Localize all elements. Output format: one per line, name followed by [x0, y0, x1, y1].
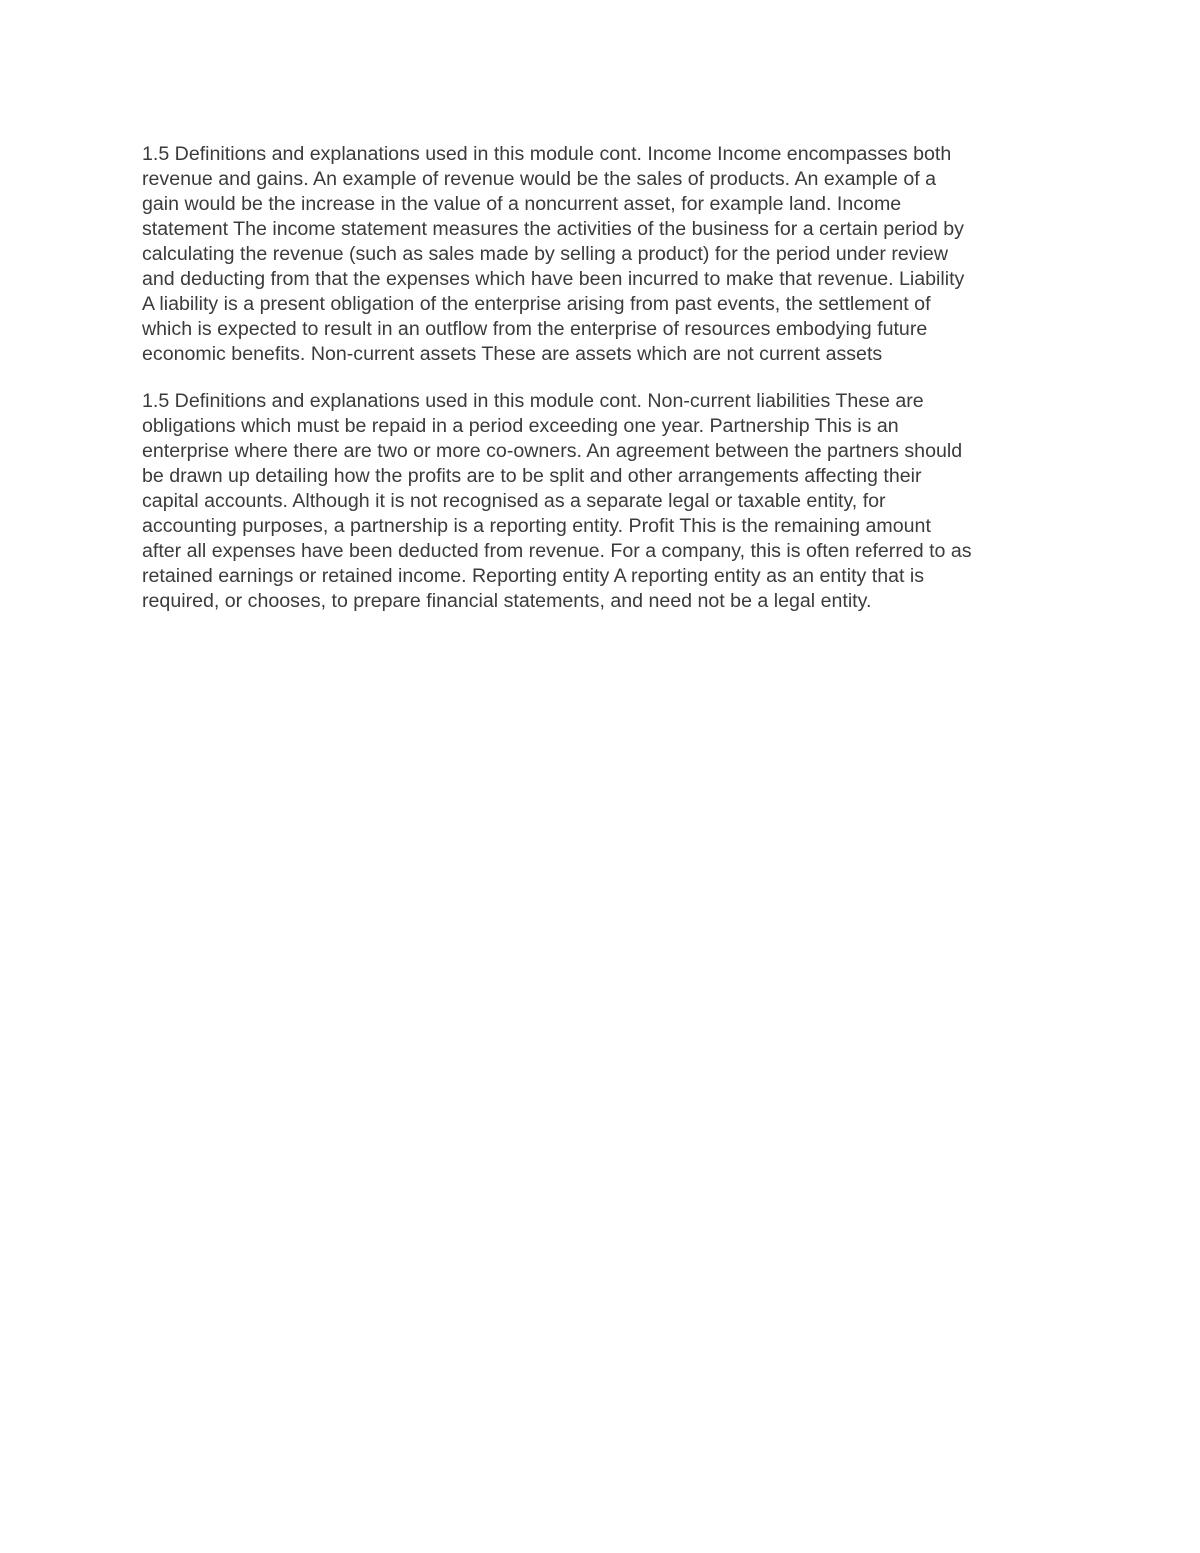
paragraph-definitions-part-2: 1.5 Definitions and explanations used in this module cont. Non-current liabilities These are obligations which must be repaid in a period exceeding one year. Partnership This is an enterprise where there are two or more co-owners. An agreement between the partners should be drawn up detailing how the profits are to be split and other arrangements affecting their capital accounts. Although it is not recognised as a separate legal or taxable entity, for accounting purposes, a partnership is a reporting entity. Profit This is the remaining amount after all expenses have been deducted from revenue. For a company, this is often referred to as retained earnings or retained income. Reporting entity A reporting entity as an entity that is required, or chooses, to prepare financial statements, and need not be a legal entity.	[142, 390, 972, 612]
document-body	[142, 142, 1067, 636]
paragraph-definitions-part-1: 1.5 Definitions and explanations used in this module cont. Income Income encompasses both revenue and gains. An example of revenue would be the sales of products. An example of a gain would be the increase in the value of a noncurrent asset, for example land. Income statement The income statement measures the activities of the business for a certain period by calculating the revenue (such as sales made by selling a product) for the period under review and deducting from that the expenses which have been incurred to make that revenue. Liability A liability is a present obligation of the enterprise arising from past events, the settlement of which is expected to result in an outflow from the enterprise of resources embodying future economic benefits. Non-current assets These are assets which are not current assets	[142, 143, 965, 365]
